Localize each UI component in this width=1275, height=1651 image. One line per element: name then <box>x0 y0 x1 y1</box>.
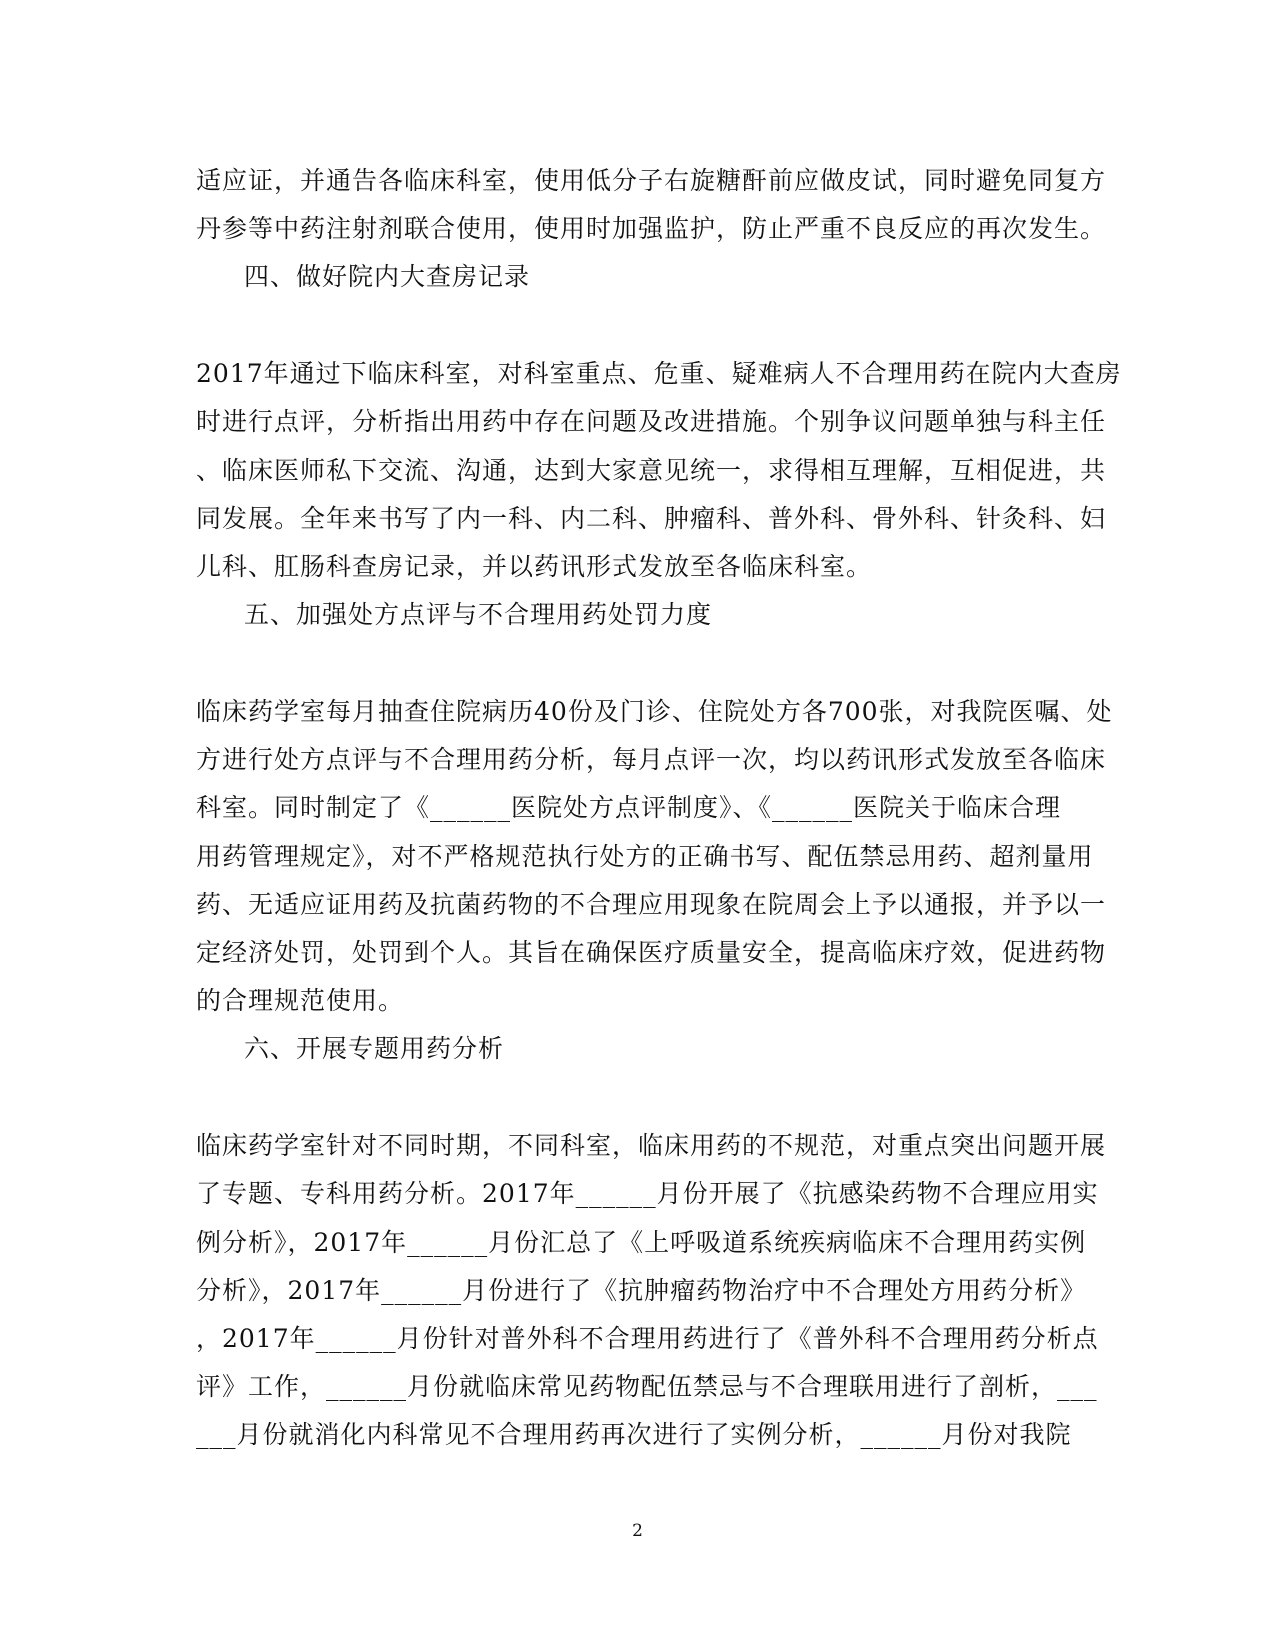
paragraph-line: 适应证，并通告各临床科室，使用低分子右旋糖酐前应做皮试，同时避免同复方 <box>196 166 1107 195</box>
paragraph-line: 儿科、肛肠科查房记录，并以药讯形式发放至各临床科室。 <box>196 552 873 581</box>
section-heading: 四、做好院内大查房记录 <box>244 262 531 291</box>
paragraph-line: 时进行点评，分析指出用药中存在问题及改进措施。个别争议问题单独与科主任 <box>196 407 1107 436</box>
page-number: 2 <box>632 1521 643 1541</box>
paragraph-line: 、临床医师私下交流、沟通，达到大家意见统一，求得相互理解，互相促进，共 <box>196 456 1107 485</box>
paragraph-line: 同发展。全年来书写了内一科、内二科、肿瘤科、普外科、骨外科、针灸科、妇 <box>196 504 1107 533</box>
paragraph-line: ，2017年______月份针对普外科不合理用药进行了《普外科不合理用药分析点 <box>196 1324 1099 1353</box>
paragraph-line: 定经济处罚，处罚到个人。其旨在确保医疗质量安全，提高临床疗效，促进药物 <box>196 938 1107 967</box>
paragraph-line: 分析》，2017年______月份进行了《抗肿瘤药物治疗中不合理处方用药分析》 <box>196 1276 1087 1305</box>
paragraph-line: 2017年通过下临床科室，对科室重点、危重、疑难病人不合理用药在院内大查房 <box>196 359 1122 388</box>
paragraph-line: 科室。同时制定了《______医院处方点评制度》、《______医院关于临床合理 <box>196 793 1062 822</box>
paragraph-line: 例分析》，2017年______月份汇总了《上呼吸道系统疾病临床不合理用药实例 <box>196 1228 1087 1257</box>
section-heading: 五、加强处方点评与不合理用药处罚力度 <box>244 600 713 629</box>
paragraph-line: 临床药学室针对不同时期，不同科室，临床用药的不规范，对重点突出问题开展 <box>196 1131 1107 1160</box>
paragraph-line: ___月份就消化内科常见不合理用药再次进行了实例分析，______月份对我院 <box>196 1420 1072 1449</box>
paragraph-line: 方进行处方点评与不合理用药分析，每月点评一次，均以药讯形式发放至各临床 <box>196 745 1107 774</box>
paragraph-line: 丹参等中药注射剂联合使用，使用时加强监护，防止严重不良反应的再次发生。 <box>196 214 1107 243</box>
section-heading: 六、开展专题用药分析 <box>244 1034 505 1063</box>
paragraph-line: 评》工作，______月份就临床常见药物配伍禁忌与不合理联用进行了剖析，___ <box>196 1372 1098 1401</box>
paragraph-line: 用药管理规定》，对不严格规范执行处方的正确书写、配伍禁忌用药、超剂量用 <box>196 842 1094 871</box>
paragraph-line: 药、无适应证用药及抗菌药物的不合理应用现象在院周会上予以通报，并予以一 <box>196 890 1107 919</box>
paragraph-line: 了专题、专科用药分析。2017年______月份开展了《抗感染药物不合理应用实 <box>196 1179 1099 1208</box>
paragraph-line: 临床药学室每月抽查住院病历40份及门诊、住院处方各700张，对我院医嘱、处 <box>196 697 1113 726</box>
paragraph-line: 的合理规范使用。 <box>196 986 405 1015</box>
